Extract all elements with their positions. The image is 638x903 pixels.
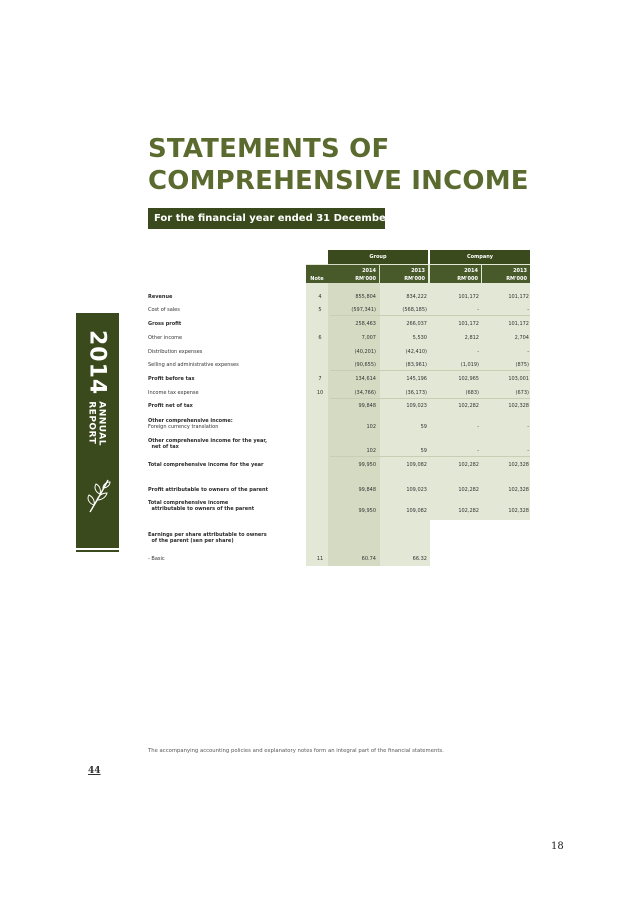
cell: 102,282	[458, 403, 479, 409]
row-note: 7	[318, 376, 322, 382]
row-label	[148, 438, 308, 450]
cell: 266,037	[406, 321, 427, 327]
row-note: 10	[316, 390, 324, 396]
cell: 2,704	[514, 335, 529, 341]
title-line-2: COMPREHENSIVE INCOME	[148, 166, 529, 196]
note-header: Note	[306, 265, 328, 283]
cell: 102,328	[508, 508, 529, 514]
cell: (568,185)	[402, 307, 427, 313]
subtotal-rule	[330, 315, 530, 316]
cell: -	[477, 307, 479, 313]
cell: 109,082	[406, 462, 427, 468]
cell: -	[527, 307, 529, 313]
cell: 99,950	[358, 462, 376, 468]
cell: (90,655)	[354, 362, 376, 368]
title-line-1: STATEMENTS OF	[148, 134, 390, 164]
row-label	[148, 500, 308, 512]
cell: -	[477, 448, 479, 454]
cell: (83,961)	[405, 362, 427, 368]
cell: 99,848	[358, 487, 376, 493]
col-unit: RM'000	[457, 276, 478, 282]
cell: 2,812	[464, 335, 479, 341]
row-label	[148, 418, 308, 430]
cell: 102,328	[508, 403, 529, 409]
cell: 145,196	[406, 376, 427, 382]
band-divider	[76, 550, 119, 552]
cell: 258,463	[355, 321, 376, 327]
row-label: Gross profit	[148, 321, 182, 327]
cell: (42,410)	[405, 349, 427, 355]
cell: 102,282	[458, 462, 479, 468]
cell: 134,614	[355, 376, 376, 382]
col-unit: RM'000	[355, 276, 376, 282]
col-header	[328, 265, 379, 283]
col-unit: RM'000	[506, 276, 527, 282]
row-label: Revenue	[148, 294, 173, 300]
report-word: REPORT	[87, 401, 97, 445]
group-header: Group	[328, 250, 428, 264]
row-label-line1: Earnings per share attributable to owners	[148, 532, 267, 538]
cell: (40,201)	[354, 349, 376, 355]
row-label	[148, 532, 308, 544]
row-label-line1: Other comprehensive income for the year,	[148, 438, 268, 444]
cell: 7,007	[361, 335, 376, 341]
cell: 59	[420, 424, 427, 430]
cell: 66.32	[412, 556, 427, 562]
row-label: Profit net of tax	[148, 403, 193, 409]
cell: 855,804	[355, 294, 376, 300]
col-year: 2013	[513, 268, 527, 274]
cell: 102,282	[458, 487, 479, 493]
cell: 101,172	[508, 294, 529, 300]
row-label: Cost of sales	[148, 307, 180, 313]
row-note: 6	[318, 335, 322, 341]
cell: -	[477, 349, 479, 355]
cell: 102,328	[508, 462, 529, 468]
row-label: Selling and administrative expenses	[148, 362, 239, 368]
cell: (36,173)	[405, 390, 427, 396]
cell: 99,950	[358, 508, 376, 514]
report-year: 2014	[84, 330, 110, 396]
col-header	[482, 265, 530, 283]
report-page-number: 44	[88, 766, 101, 776]
cell: 99,848	[358, 403, 376, 409]
row-label: Other income	[148, 335, 183, 341]
leaf-icon	[84, 476, 112, 516]
cell: 59	[420, 448, 427, 454]
income-statement-table	[148, 250, 530, 566]
cell: (673)	[515, 390, 529, 396]
cell: 102,282	[458, 508, 479, 514]
cell: 5,530	[412, 335, 427, 341]
cell: 102	[366, 448, 376, 454]
row-label: Profit attributable to owners of the parent	[148, 487, 269, 493]
cell: 102	[366, 424, 376, 430]
row-label-line2: attributable to owners of the parent	[151, 506, 255, 512]
cell: (34,766)	[354, 390, 376, 396]
report-type	[87, 401, 107, 446]
subtotal-rule	[330, 456, 530, 457]
row-label-heading: Other comprehensive income:	[148, 418, 233, 424]
document-page-number: 18	[551, 841, 564, 852]
col-header	[430, 265, 481, 283]
cell: 101,172	[458, 294, 479, 300]
company-header: Company	[430, 250, 530, 264]
row-label: Profit before tax	[148, 376, 195, 382]
col-year: 2014	[362, 268, 376, 274]
col-year: 2013	[411, 268, 425, 274]
cell: 60.74	[361, 556, 376, 562]
subtotal-rule	[330, 370, 530, 371]
cell: (597,341)	[351, 307, 376, 313]
cell: 109,023	[406, 403, 427, 409]
cell: -	[527, 448, 529, 454]
cell: 103,001	[508, 376, 529, 382]
footnote: The accompanying accounting policies and explanatory notes form an integral part of the financial statements.	[148, 748, 444, 754]
row-label-sub: Foreign currency translation	[148, 424, 219, 430]
cell: -	[477, 424, 479, 430]
row-label-line2: of the parent (sen per share)	[151, 538, 234, 544]
cell: 109,082	[406, 508, 427, 514]
page-title	[148, 133, 529, 197]
row-note: 11	[316, 556, 324, 562]
cell: (875)	[515, 362, 529, 368]
cell: 834,222	[406, 294, 427, 300]
row-label: - Basic	[148, 556, 165, 562]
col-year: 2014	[464, 268, 478, 274]
row-label-line2: net of tax	[151, 444, 179, 450]
cell: (683)	[465, 390, 479, 396]
cell: -	[527, 349, 529, 355]
row-label-line1: Total comprehensive income	[148, 500, 229, 506]
row-note: 5	[318, 307, 322, 313]
cell: 101,172	[508, 321, 529, 327]
row-label: Distribution expenses	[148, 349, 203, 355]
row-label: Total comprehensive income for the year	[148, 462, 264, 468]
subtotal-rule	[330, 398, 530, 399]
cell: 109,023	[406, 487, 427, 493]
row-label: Income tax expense	[148, 390, 199, 396]
cell: -	[527, 424, 529, 430]
annual-word: ANNUAL	[97, 401, 107, 446]
cell: 101,172	[458, 321, 479, 327]
cell: 102,328	[508, 487, 529, 493]
cell: (1,019)	[460, 362, 479, 368]
period-banner: For the financial year ended 31 December 2014	[148, 208, 385, 229]
col-header	[380, 265, 428, 283]
cell: 102,965	[458, 376, 479, 382]
row-note: 4	[318, 294, 322, 300]
annual-report-label	[85, 330, 110, 446]
col-unit: RM'000	[404, 276, 425, 282]
